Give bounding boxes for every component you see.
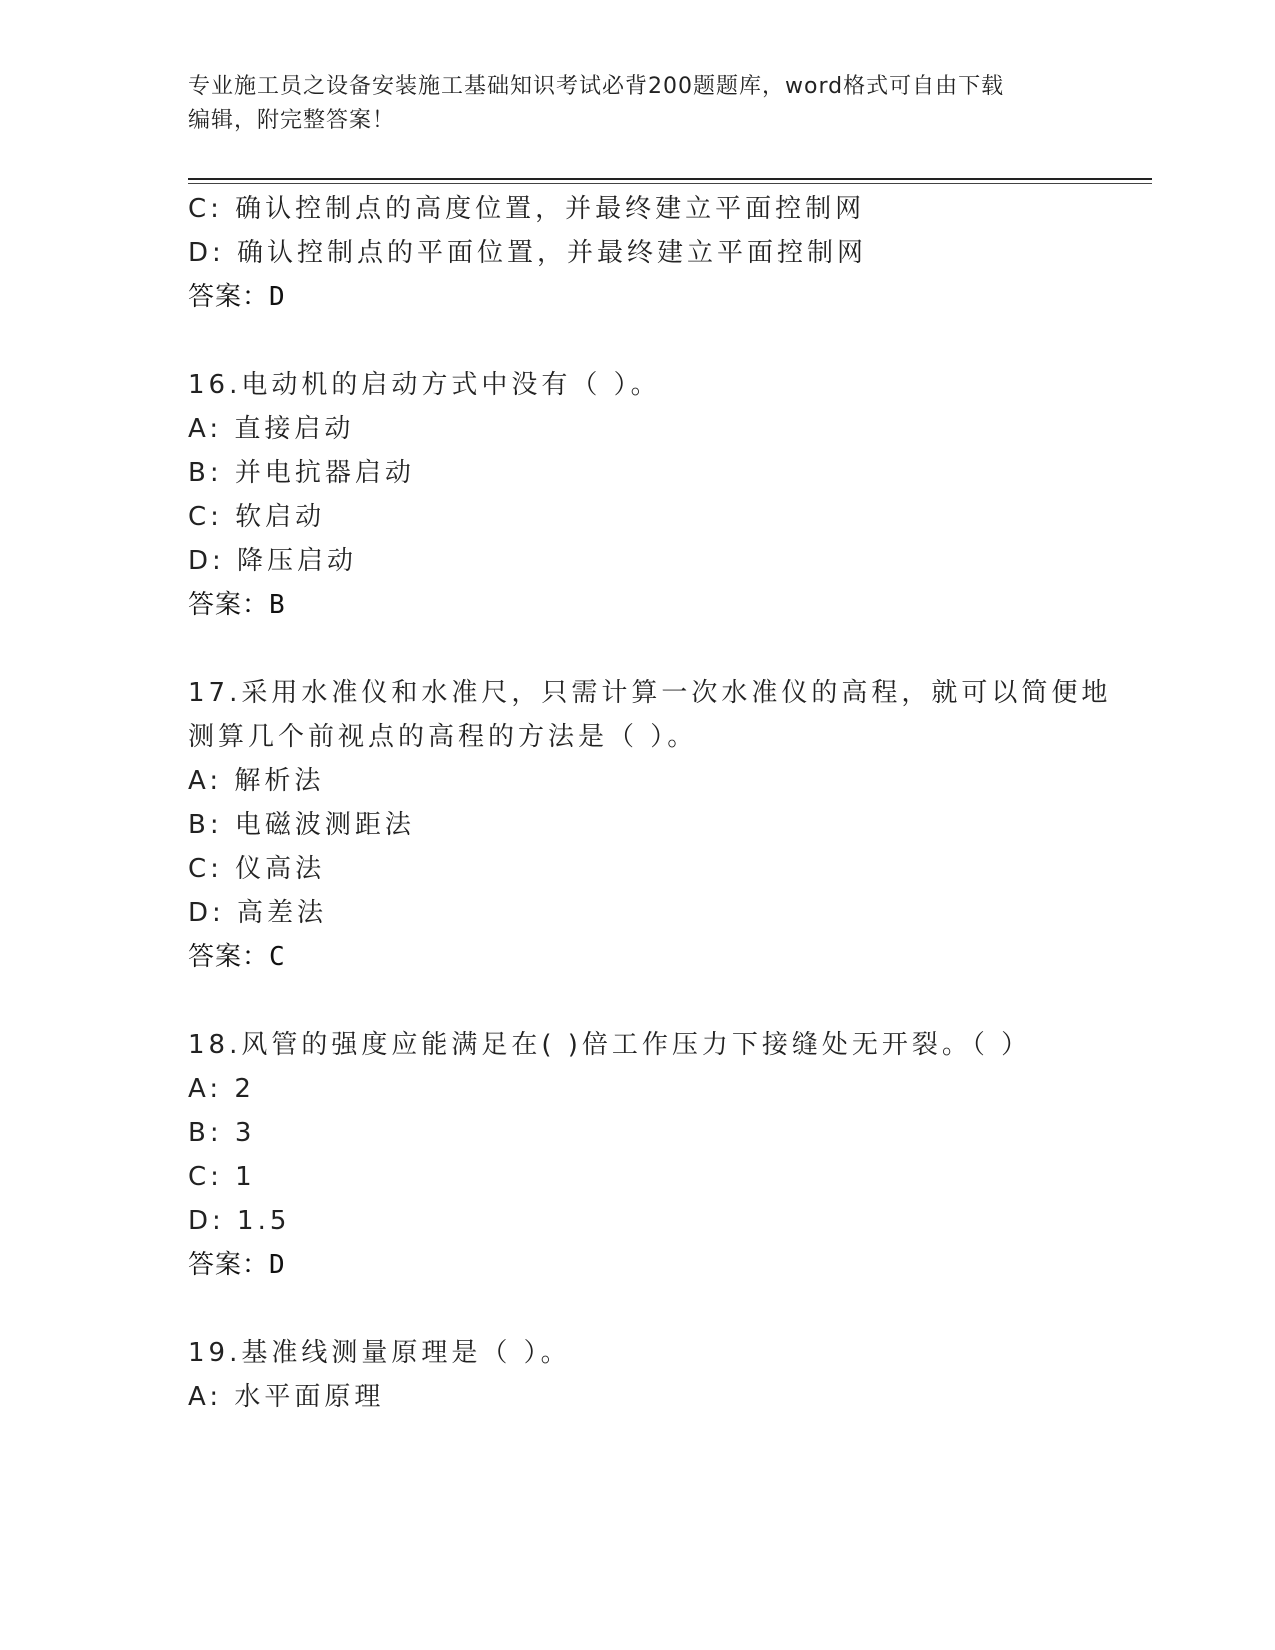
q17-option-b: B: 电磁波测距法 [188, 810, 415, 840]
prev-question-option-d: D: 确认控制点的平面位置，并最终建立平面控制网 [188, 238, 868, 268]
q17-option-d: D: 高差法 [188, 898, 328, 928]
header-divider-thin [188, 183, 1152, 184]
q19-stem: 19.基准线测量原理是（ ）。 [188, 1338, 571, 1368]
answer-label: 答案： [188, 590, 270, 620]
q17-stem-line-2: 测算几个前视点的高程的方法是（ ）。 [188, 722, 698, 752]
answer-label: 答案： [188, 282, 270, 312]
q18-option-c: C: 1 [188, 1162, 256, 1192]
q18-option-b: B: 3 [188, 1118, 256, 1148]
q19-option-a: A: 水平面原理 [188, 1382, 385, 1412]
q17-answer [188, 940, 286, 974]
q16-option-c: C: 软启动 [188, 502, 326, 532]
q18-stem: 18.风管的强度应能满足在( )倍工作压力下接缝处无开裂。（ ） [188, 1030, 1032, 1060]
answer-value: C [269, 942, 286, 972]
prev-question-answer [188, 280, 286, 314]
q18-option-a: A: 2 [188, 1074, 255, 1104]
header-title-line-2: 编辑，附完整答案！ [188, 108, 396, 133]
q16-stem: 16.电动机的启动方式中没有（ ）。 [188, 370, 661, 400]
q16-option-d: D: 降压启动 [188, 546, 358, 576]
header-divider-thick [188, 178, 1152, 180]
document-header [188, 70, 1088, 138]
answer-label: 答案： [188, 1250, 270, 1280]
q17-option-c: C: 仪高法 [188, 854, 326, 884]
q17-stem-line-1: 17.采用水准仪和水准尺，只需计算一次水准仪的高程，就可以简便地 [188, 678, 1112, 708]
header-title-line-1: 专业施工员之设备安装施工基础知识考试必背200题题库，word格式可自由下载 [188, 74, 1005, 99]
answer-value: B [269, 590, 286, 620]
answer-label: 答案： [188, 942, 270, 972]
prev-question-option-c: C: 确认控制点的高度位置，并最终建立平面控制网 [188, 194, 866, 224]
q16-option-b: B: 并电抗器启动 [188, 458, 415, 488]
q16-option-a: A: 直接启动 [188, 414, 355, 444]
q18-answer [188, 1248, 286, 1282]
q17-option-a: A: 解析法 [188, 766, 325, 796]
q18-option-d: D: 1.5 [188, 1206, 291, 1236]
q16-answer [188, 588, 286, 622]
answer-value: D [269, 1250, 286, 1280]
answer-value: D [269, 282, 286, 312]
